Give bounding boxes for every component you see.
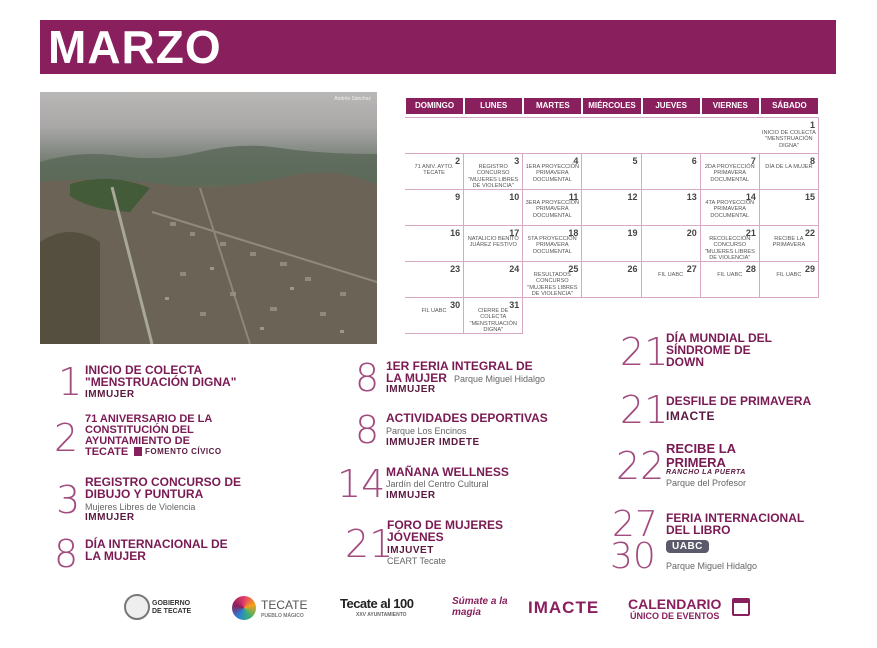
calendar-day-cell — [464, 154, 523, 190]
calendar-day-cell — [760, 262, 819, 298]
calendar-day-cell — [523, 154, 582, 190]
calendar-day-event: INICIO DE COLECTA "MENSTRUACIÓN DIGNA" — [761, 130, 816, 149]
calendar-day-cell — [523, 118, 582, 154]
month-title: MARZO — [48, 21, 222, 73]
event-organizer: IMMUJER — [386, 384, 436, 395]
event-subtitle: Jardín del Centro Cultural — [386, 479, 489, 489]
calendar-day-cell — [701, 262, 760, 298]
calendar-day-number: 9 — [455, 192, 461, 202]
calendar-day-number: 14 — [745, 192, 756, 202]
event-title: 1ER FERIA INTEGRAL DE LA MUJER — [386, 359, 533, 385]
event-day-number: 21 — [620, 388, 669, 432]
calendar-day-number: 3 — [514, 156, 520, 166]
calendar-day-cell — [760, 118, 819, 154]
event-subtitle: Mujeres Libres de Violencia — [85, 502, 196, 512]
calendario-logo — [628, 596, 754, 626]
ayto-logo-subtext: XXV AYUNTAMIENTO — [356, 612, 407, 618]
weekday-label: DOMINGO — [406, 98, 463, 114]
event-organizer: RANCHO LA PUERTA — [666, 469, 746, 476]
calendar-day-number: 19 — [627, 228, 638, 238]
event-day-number: 14 — [337, 462, 386, 506]
event-day-number: 21 — [620, 330, 669, 374]
calendar-day-number: 10 — [509, 192, 520, 202]
calendar-day-number: 4 — [573, 156, 579, 166]
event-day-number: 22 — [616, 444, 665, 488]
calendar-day-number: 5 — [632, 156, 638, 166]
calendar-day-number: 26 — [627, 264, 638, 274]
calendar-day-event: 4TA PROYECCIÓN PRIMAVERA DOCUMENTAL — [705, 200, 755, 219]
ayto-logo-text: Tecate al 100 — [340, 596, 414, 611]
event-day-number: 2 — [54, 416, 79, 460]
calendar-day-cell — [582, 154, 641, 190]
calendar-day-event: 1ERA PROYECCIÓN PRIMAVERA DOCUMENTAL — [525, 164, 580, 183]
tecate-al-100-logo — [340, 596, 430, 624]
calendar-day-cell — [523, 226, 582, 262]
calendar-day-cell — [464, 118, 523, 154]
event-subtitle: CEART Tecate — [387, 556, 447, 566]
event-title: MAÑANA WELLNESS — [386, 465, 509, 479]
gobierno-tecate-logo — [124, 594, 204, 624]
calendar-day-cell — [405, 226, 464, 262]
calendar-grid — [405, 117, 819, 334]
calendar-day-number: 28 — [745, 264, 756, 274]
calendar-day-event: REGISTRO CONCURSO "MUJERES LIBRES DE VIOLENCIA" — [468, 164, 519, 190]
event-organizer: IMMUJER — [85, 389, 135, 400]
calendar-day-number: 11 — [568, 192, 579, 202]
calendar-day-number: 31 — [509, 300, 520, 310]
calendar-day-cell — [642, 154, 701, 190]
calendar-day-event: FIL UABC — [658, 272, 684, 278]
calendar-day-event: NATALICIO BENITO JUÁREZ FESTIVO — [467, 236, 519, 249]
calendar-day-number: 12 — [627, 192, 638, 202]
tecate-pueblo-magico-logo — [232, 594, 312, 624]
weekday-label: LUNES — [465, 98, 522, 114]
calendar-day-number: 2 — [455, 156, 461, 166]
calendar-day-number: 16 — [450, 228, 461, 238]
calendar-day-number: 25 — [568, 264, 579, 274]
event-subtitle: Parque Los Encinos — [386, 426, 467, 436]
photo-credit: Andrés Sánchez — [334, 96, 371, 102]
calendar-day-number: 15 — [804, 192, 815, 202]
calendar-day-event: CIERRE DE COLECTA "MENSTRUACIÓN DIGNA" — [469, 308, 517, 334]
event-day-number: 30 — [610, 536, 656, 577]
calendar-day-cell — [582, 262, 641, 298]
calendar-day-cell — [760, 226, 819, 262]
calendar-day-cell — [464, 226, 523, 262]
calendar-day-number: 7 — [750, 156, 756, 166]
event-day-number: 3 — [56, 478, 81, 522]
calendar-day-cell — [642, 262, 701, 298]
calendar-weekday-header — [405, 98, 819, 114]
calendar-day-cell — [464, 298, 523, 334]
calendar-day-cell — [642, 190, 701, 226]
event-item — [343, 516, 593, 572]
event-item — [52, 360, 332, 410]
calendar-day-event: 2DA PROYECCIÓN PRIMAVERA DOCUMENTAL — [704, 164, 755, 183]
city-seal-icon — [124, 594, 150, 620]
weekday-label: MIÉRCOLES — [583, 98, 640, 114]
event-title: ACTIVIDADES DEPORTIVAS — [386, 411, 548, 425]
event-item — [52, 532, 332, 576]
event-subtitle: Parque Miguel Hidalgo — [454, 374, 546, 384]
calendar-day-cell — [582, 226, 641, 262]
event-organizer: IMJUVET — [387, 545, 434, 556]
calendar-day-cell — [701, 154, 760, 190]
calendar-day-cell — [760, 154, 819, 190]
calendar-day-cell — [582, 190, 641, 226]
calendar-day-cell — [464, 262, 523, 298]
calendar-day-event: RECIBE LA PRIMAVERA — [772, 236, 806, 249]
calendar-day-event: 71 ANIV. AYTO. TECATE — [414, 164, 454, 177]
calendar-day-number: 29 — [804, 264, 815, 274]
event-item — [52, 474, 332, 524]
event-title: RECIBE LA PRIMERA — [666, 441, 736, 470]
calendar-day-cell — [760, 190, 819, 226]
calendar-day-event: FIL UABC — [717, 272, 743, 278]
calendar-day-event: 5TA PROYECCIÓN PRIMAVERA DOCUMENTAL — [528, 236, 577, 255]
weekday-label: VIERNES — [702, 98, 759, 114]
event-organizer: IMACTE — [666, 409, 715, 423]
gobierno-logo-text: GOBIERNO DE TECATE — [152, 600, 192, 615]
event-organizer: IMMUJER — [85, 512, 135, 523]
calendar-day-number: 17 — [509, 228, 520, 238]
calendar-day-cell — [405, 154, 464, 190]
weekday-label: MARTES — [524, 98, 581, 114]
calendar-day-number: 23 — [450, 264, 461, 274]
event-day-number: 8 — [355, 356, 380, 400]
event-item — [335, 462, 595, 506]
calendario-logo-text: CALENDARIO — [628, 596, 722, 612]
event-day-number: 1 — [58, 360, 83, 404]
event-item — [52, 412, 332, 472]
event-subtitle: Parque Miguel Hidalgo — [666, 561, 758, 571]
sumate-logo-text: Súmate a la magia — [452, 596, 508, 618]
calendar-day-number: 27 — [686, 264, 697, 274]
calendar-day-event: FIL UABC — [776, 272, 802, 278]
event-title: FERIA INTERNACIONAL DEL LIBRO — [666, 511, 804, 537]
calendar-day-number: 20 — [686, 228, 697, 238]
month-calendar — [405, 98, 819, 334]
calendar-day-cell — [405, 118, 464, 154]
city-landscape-illustration — [40, 92, 377, 344]
calendar-day-number: 13 — [686, 192, 697, 202]
event-title: REGISTRO CONCURSO DE DIBUJO Y PUNTURA — [85, 475, 242, 501]
event-day-number: 27 — [612, 504, 658, 545]
event-title: FORO DE MUJERES JÓVENES — [387, 518, 504, 544]
calendar-icon — [732, 598, 750, 616]
calendar-day-event: RECOLECCIÓN CONCURSO "MUJERES LIBRES DE VIOLENCIA" — [704, 236, 755, 262]
weekday-label: SÁBADO — [761, 98, 818, 114]
calendario-logo-subtext: ÚNICO DE EVENTOS — [630, 611, 720, 621]
calendar-day-cell — [523, 190, 582, 226]
calendar-day-number: 22 — [804, 228, 815, 238]
calendar-day-cell — [405, 298, 464, 334]
calendar-day-cell — [464, 190, 523, 226]
calendar-day-cell — [642, 118, 701, 154]
imacte-logo-text: IMACTE — [528, 598, 600, 617]
event-title: DESFILE DE PRIMAVERA — [666, 394, 812, 408]
event-item — [353, 356, 593, 400]
event-item — [618, 330, 838, 376]
aerial-photo — [40, 92, 377, 344]
calendar-day-number: 30 — [450, 300, 461, 310]
calendar-day-number: 6 — [691, 156, 697, 166]
imacte-logo — [528, 598, 604, 622]
calendar-day-cell — [642, 226, 701, 262]
event-title: 71 ANIVERSARIO DE LA CONSTITUCIÓN DEL AYUNTAMIENTO DE TECATE — [85, 413, 212, 458]
title-band — [40, 20, 836, 74]
calendar-day-cell — [582, 118, 641, 154]
calendar-day-number: 8 — [809, 156, 815, 166]
calendar-day-event: FIL UABC — [421, 308, 447, 314]
event-day-number: 8 — [54, 532, 79, 576]
event-item — [610, 504, 840, 576]
calendar-day-event: DÍA DE LA MUJER — [765, 164, 813, 170]
sumate-logo — [452, 594, 512, 624]
calendar-day-number: 24 — [509, 264, 520, 274]
pueblo-logo-text: TECATE — [261, 598, 308, 612]
event-day-number: 21 — [345, 522, 394, 566]
sponsor-logos — [0, 590, 877, 630]
event-item — [614, 438, 834, 494]
calendar-day-cell — [701, 118, 760, 154]
event-subtitle: Parque del Profesor — [666, 478, 747, 488]
calendar-day-cell — [405, 190, 464, 226]
calendar-day-cell — [523, 262, 582, 298]
event-organizer: UABC — [666, 540, 709, 553]
event-title: DÍA MUNDIAL DEL SÍNDROME DE DOWN — [666, 331, 772, 369]
calendar-day-number: 21 — [745, 228, 756, 238]
calendar-day-cell — [701, 190, 760, 226]
calendar-day-cell — [405, 262, 464, 298]
calendar-day-event: 3ERA PROYECCIÓN PRIMAVERA DOCUMENTAL — [525, 200, 580, 219]
event-day-number: 8 — [355, 408, 380, 452]
event-organizer: IMMUJER — [386, 490, 436, 501]
event-organizer: IMMUJER IMDETE — [386, 437, 480, 448]
event-item — [353, 408, 593, 452]
calendar-day-event: RESULTADOS CONCURSO "MUJERES LIBRES DE VIOLENCIA" — [527, 272, 578, 298]
event-title: DÍA INTERNACIONAL DE LA MUJER — [85, 537, 228, 563]
event-organizer: FOMENTO CÍVICO — [134, 447, 222, 456]
calendar-day-number: 1 — [809, 120, 815, 130]
event-item — [618, 388, 838, 432]
flower-icon — [232, 596, 256, 620]
calendar-day-cell — [701, 226, 760, 262]
weekday-label: JUEVES — [643, 98, 700, 114]
event-title: INICIO DE COLECTA "MENSTRUACIÓN DIGNA" — [85, 363, 237, 389]
calendar-day-number: 18 — [568, 228, 579, 238]
pueblo-logo-subtext: PUEBLO MÁGICO — [261, 613, 304, 619]
